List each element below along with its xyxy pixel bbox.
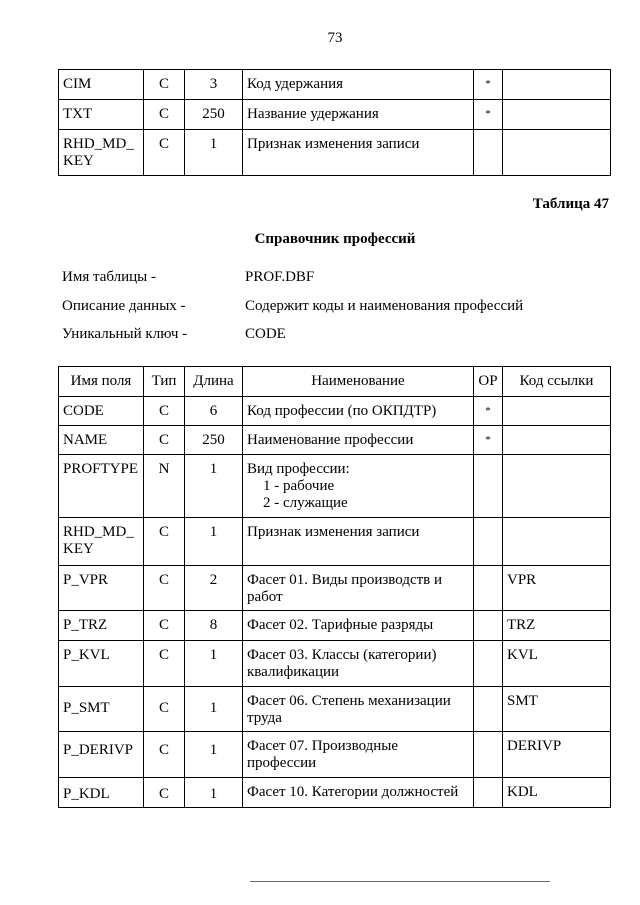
field-cell: PROFTYPE <box>59 455 144 518</box>
meta-key: Уникальный ключ - <box>62 326 188 342</box>
op-cell <box>474 455 503 518</box>
meta-key: Описание данных - <box>62 298 186 314</box>
ref-cell: VPR <box>503 566 611 611</box>
field-cell: TXT <box>59 100 144 130</box>
length-cell: 6 <box>185 397 243 426</box>
name-cell: Фасет 06. Степень механизации труда <box>243 687 474 732</box>
ref-cell <box>503 130 611 176</box>
table-title: Справочник профессий <box>254 231 416 247</box>
field-cell: P_SMT <box>59 687 144 732</box>
field-cell: CIM <box>59 70 144 100</box>
field-cell: NAME <box>59 426 144 455</box>
header-field: Имя поля <box>59 367 144 397</box>
op-cell: * <box>474 70 503 100</box>
type-cell: C <box>144 641 185 687</box>
ref-cell <box>503 518 611 566</box>
ref-cell <box>503 397 611 426</box>
op-cell <box>474 641 503 687</box>
table-label: Таблица 47 <box>532 196 609 212</box>
table-row <box>59 426 611 455</box>
type-cell: C <box>144 687 185 732</box>
header-op: ОР <box>474 367 503 397</box>
type-cell: N <box>144 455 185 518</box>
name-cell: Фасет 03. Классы (категории) квалификации <box>243 641 474 687</box>
table-row <box>59 641 611 687</box>
length-cell: 2 <box>185 566 243 611</box>
ref-cell <box>503 70 611 100</box>
name-cell <box>243 455 474 518</box>
op-cell <box>474 611 503 641</box>
table-row <box>59 732 611 778</box>
op-cell <box>474 566 503 611</box>
type-cell: C <box>144 397 185 426</box>
field-cell: P_TRZ <box>59 611 144 641</box>
header-type: Тип <box>144 367 185 397</box>
length-cell: 1 <box>185 778 243 808</box>
type-cell: C <box>144 100 185 130</box>
type-cell: C <box>144 611 185 641</box>
field-cell: P_KDL <box>59 778 144 808</box>
type-cell: C <box>144 566 185 611</box>
field-cell: RHD_MD_ KEY <box>59 130 144 176</box>
table-row <box>59 455 611 518</box>
length-cell: 3 <box>185 70 243 100</box>
meta-value: CODE <box>245 326 286 342</box>
table-row <box>59 397 611 426</box>
length-cell: 250 <box>185 100 243 130</box>
op-cell: * <box>474 100 503 130</box>
table-row <box>59 130 611 176</box>
table-row <box>59 687 611 732</box>
length-cell: 1 <box>185 455 243 518</box>
op-cell: * <box>474 397 503 426</box>
ref-cell: DERIVP <box>503 732 611 778</box>
top-table <box>58 69 611 176</box>
table-row <box>59 611 611 641</box>
name-cell: Признак изменения записи <box>243 130 474 176</box>
header-ref: Код ссылки <box>503 367 611 397</box>
field-cell: RHD_MD_ KEY <box>59 518 144 566</box>
ref-cell <box>503 426 611 455</box>
name-main: Вид профессии: <box>247 461 350 477</box>
name-cell: Название удержания <box>243 100 474 130</box>
type-cell: C <box>144 732 185 778</box>
table-row <box>59 778 611 808</box>
name-option: 2 - служащие <box>263 495 348 511</box>
ref-cell <box>503 455 611 518</box>
table-row <box>59 70 611 100</box>
header-name: Наименование <box>243 367 474 397</box>
table-row <box>59 100 611 130</box>
length-cell: 1 <box>185 518 243 566</box>
field-cell: P_KVL <box>59 641 144 687</box>
name-option: 1 - рабочие <box>263 478 335 494</box>
field-cell: CODE <box>59 397 144 426</box>
op-cell <box>474 518 503 566</box>
length-cell: 250 <box>185 426 243 455</box>
type-cell: C <box>144 426 185 455</box>
type-cell: C <box>144 70 185 100</box>
length-cell: 1 <box>185 641 243 687</box>
field-cell: P_VPR <box>59 566 144 611</box>
name-cell: Код профессии (по ОКПДТР) <box>243 397 474 426</box>
footer-rule <box>250 881 550 882</box>
name-cell: Фасет 10. Категории должностей <box>243 778 474 808</box>
table-row <box>59 566 611 611</box>
field-cell: P_DERIVP <box>59 732 144 778</box>
type-cell: C <box>144 130 185 176</box>
meta-value: PROF.DBF <box>245 269 315 285</box>
meta-key: Имя таблицы - <box>62 269 156 285</box>
length-cell: 1 <box>185 732 243 778</box>
name-cell: Фасет 07. Производные профессии <box>243 732 474 778</box>
name-cell: Код удержания <box>243 70 474 100</box>
page-number: 73 <box>327 30 343 46</box>
name-cell: Фасет 02. Тарифные разряды <box>243 611 474 641</box>
length-cell: 1 <box>185 130 243 176</box>
op-cell <box>474 687 503 732</box>
type-cell: C <box>144 778 185 808</box>
op-cell <box>474 778 503 808</box>
main-table <box>58 366 611 808</box>
ref-cell: KVL <box>503 641 611 687</box>
name-cell: Наименование профессии <box>243 426 474 455</box>
op-cell <box>474 732 503 778</box>
table-header-row <box>59 367 611 397</box>
header-length: Длина <box>185 367 243 397</box>
ref-cell: TRZ <box>503 611 611 641</box>
name-cell: Признак изменения записи <box>243 518 474 566</box>
meta-value: Содержит коды и наименования профессий <box>245 298 524 314</box>
length-cell: 8 <box>185 611 243 641</box>
table-row <box>59 518 611 566</box>
length-cell: 1 <box>185 687 243 732</box>
name-cell: Фасет 01. Виды производств и работ <box>243 566 474 611</box>
ref-cell: SMT <box>503 687 611 732</box>
op-cell: * <box>474 426 503 455</box>
type-cell: C <box>144 518 185 566</box>
ref-cell <box>503 100 611 130</box>
ref-cell: KDL <box>503 778 611 808</box>
op-cell <box>474 130 503 176</box>
